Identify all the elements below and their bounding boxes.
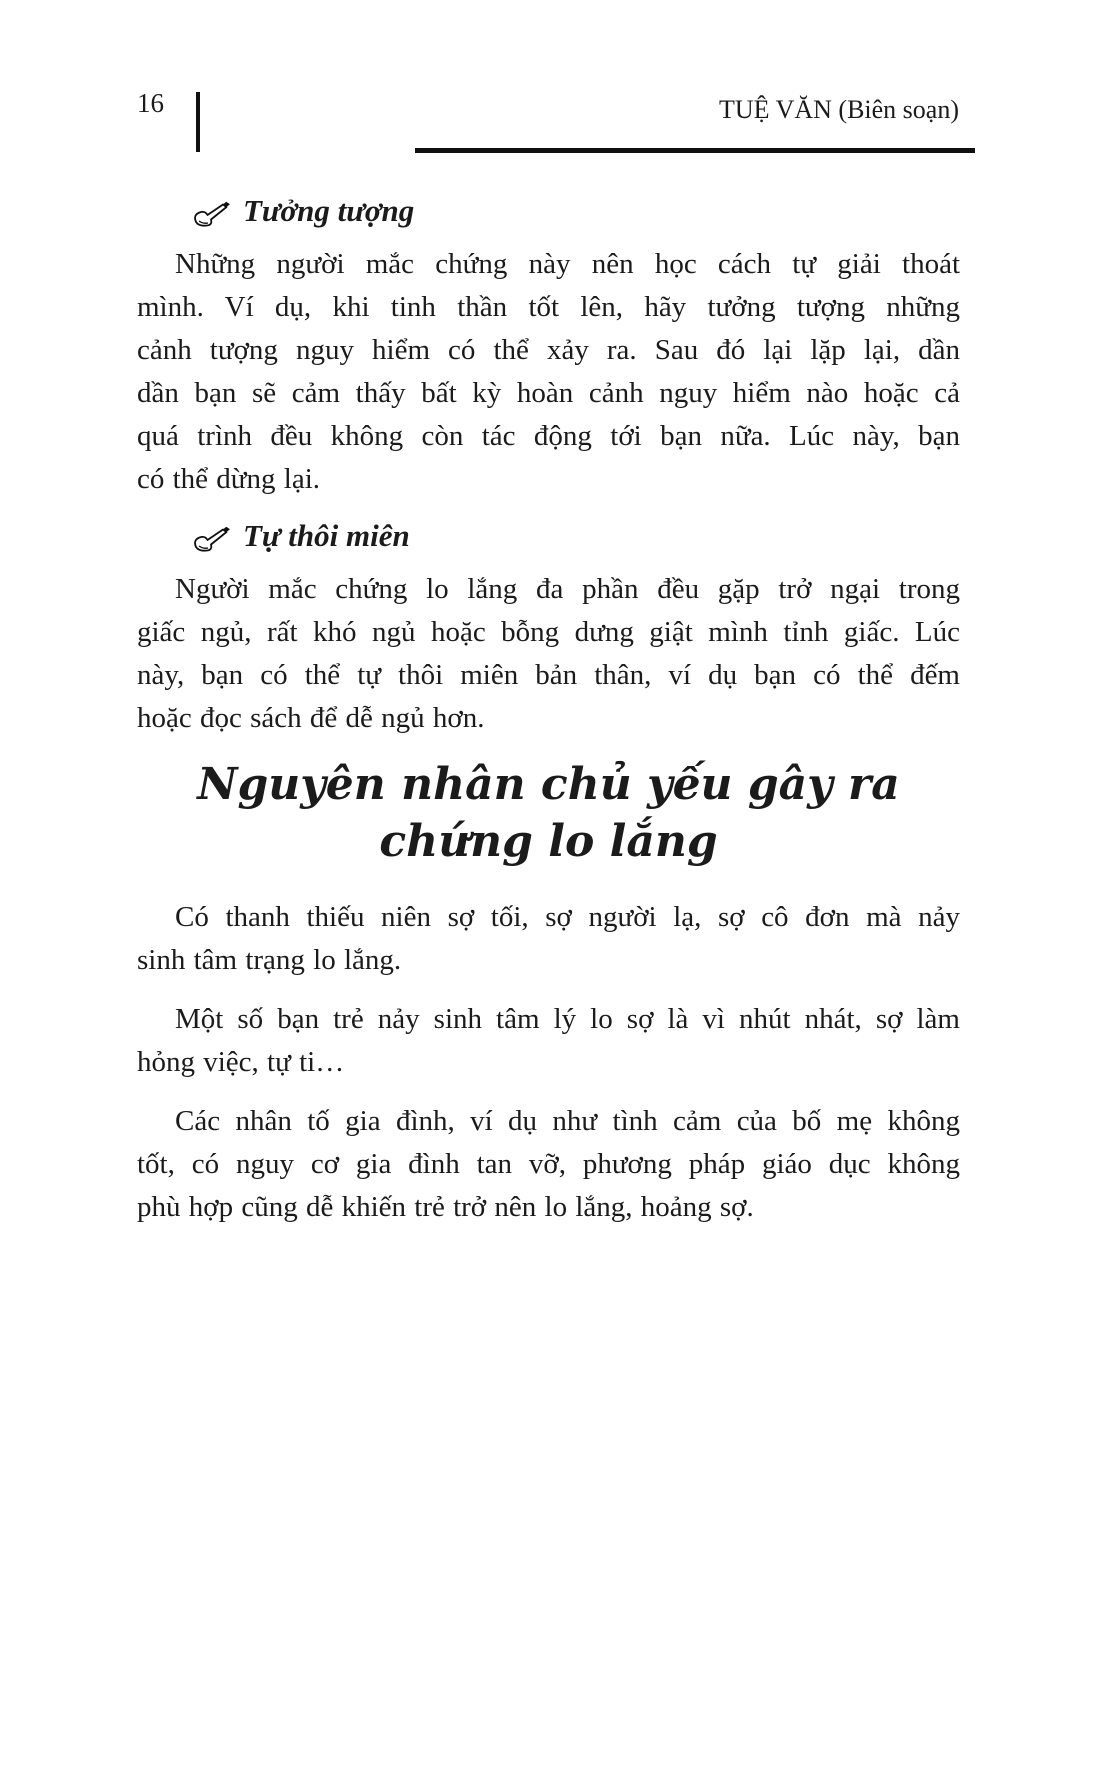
subheading-tuong-tuong (137, 192, 960, 231)
text-line: này, bạn có thể tự thôi miên bản thân, ví dụ bạn có thể đếm (137, 658, 960, 691)
subheading-tu-thoi-mien (137, 517, 960, 556)
text-line: Một số bạn trẻ nảy sinh tâm lý lo sợ là vì nhút nhát, sợ làm (175, 1002, 960, 1035)
subheading-label: Tự thôi miên (243, 517, 410, 553)
writing-hand-icon (193, 525, 231, 553)
page-content (137, 192, 960, 1245)
text-line: tốt, có nguy cơ gia đình tan vỡ, phương pháp giáo dục không (137, 1147, 960, 1180)
paragraph (137, 568, 960, 740)
page-number: 16 (137, 88, 164, 118)
paragraph (137, 243, 960, 501)
text-line: cảnh tượng nguy hiểm có thể xảy ra. Sau đó lại lặp lại, dần (137, 333, 960, 366)
header-title: TUỆ VĂN (Biên soạn) (719, 95, 959, 124)
section-heading-script: Nguyên nhân chủ yếu gây ra chứng lo lắng (197, 758, 900, 867)
text-line: hoặc đọc sách để dễ ngủ hơn. (137, 701, 485, 734)
header-rule (415, 148, 975, 153)
paragraph (137, 1100, 960, 1229)
text-line: Các nhân tố gia đình, ví dụ như tình cảm của bố mẹ không (175, 1104, 960, 1137)
text-line: Những người mắc chứng này nên học cách tự giải thoát (175, 247, 960, 280)
text-line: Người mắc chứng lo lắng đa phần đều gặp trở ngại trong (175, 572, 960, 605)
text-line: sinh tâm trạng lo lắng. (137, 943, 402, 976)
header-divider (196, 92, 200, 152)
text-line: quá trình đều không còn tác động tới bạn nữa. Lúc này, bạn (137, 419, 960, 452)
text-line: có thể dừng lại. (137, 462, 321, 495)
paragraph (137, 998, 960, 1084)
subheading-label: Tưởng tượng (243, 193, 415, 228)
text-line: hỏng việc, tự ti… (137, 1045, 345, 1078)
text-line: phù hợp cũng dễ khiến trẻ trở nên lo lắng, hoảng sợ. (137, 1190, 754, 1223)
writing-hand-icon (193, 200, 231, 228)
text-line: giấc ngủ, rất khó ngủ hoặc bỗng dưng giật mình tỉnh giấc. Lúc (137, 615, 960, 648)
text-line: dần bạn sẽ cảm thấy bất kỳ hoàn cảnh nguy hiểm nào hoặc cả (137, 376, 960, 409)
text-line: mình. Ví dụ, khi tinh thần tốt lên, hãy tưởng tượng những (137, 290, 960, 323)
paragraph (137, 896, 960, 982)
text-line: Có thanh thiếu niên sợ tối, sợ người lạ, sợ cô đơn mà nảy (175, 900, 960, 933)
